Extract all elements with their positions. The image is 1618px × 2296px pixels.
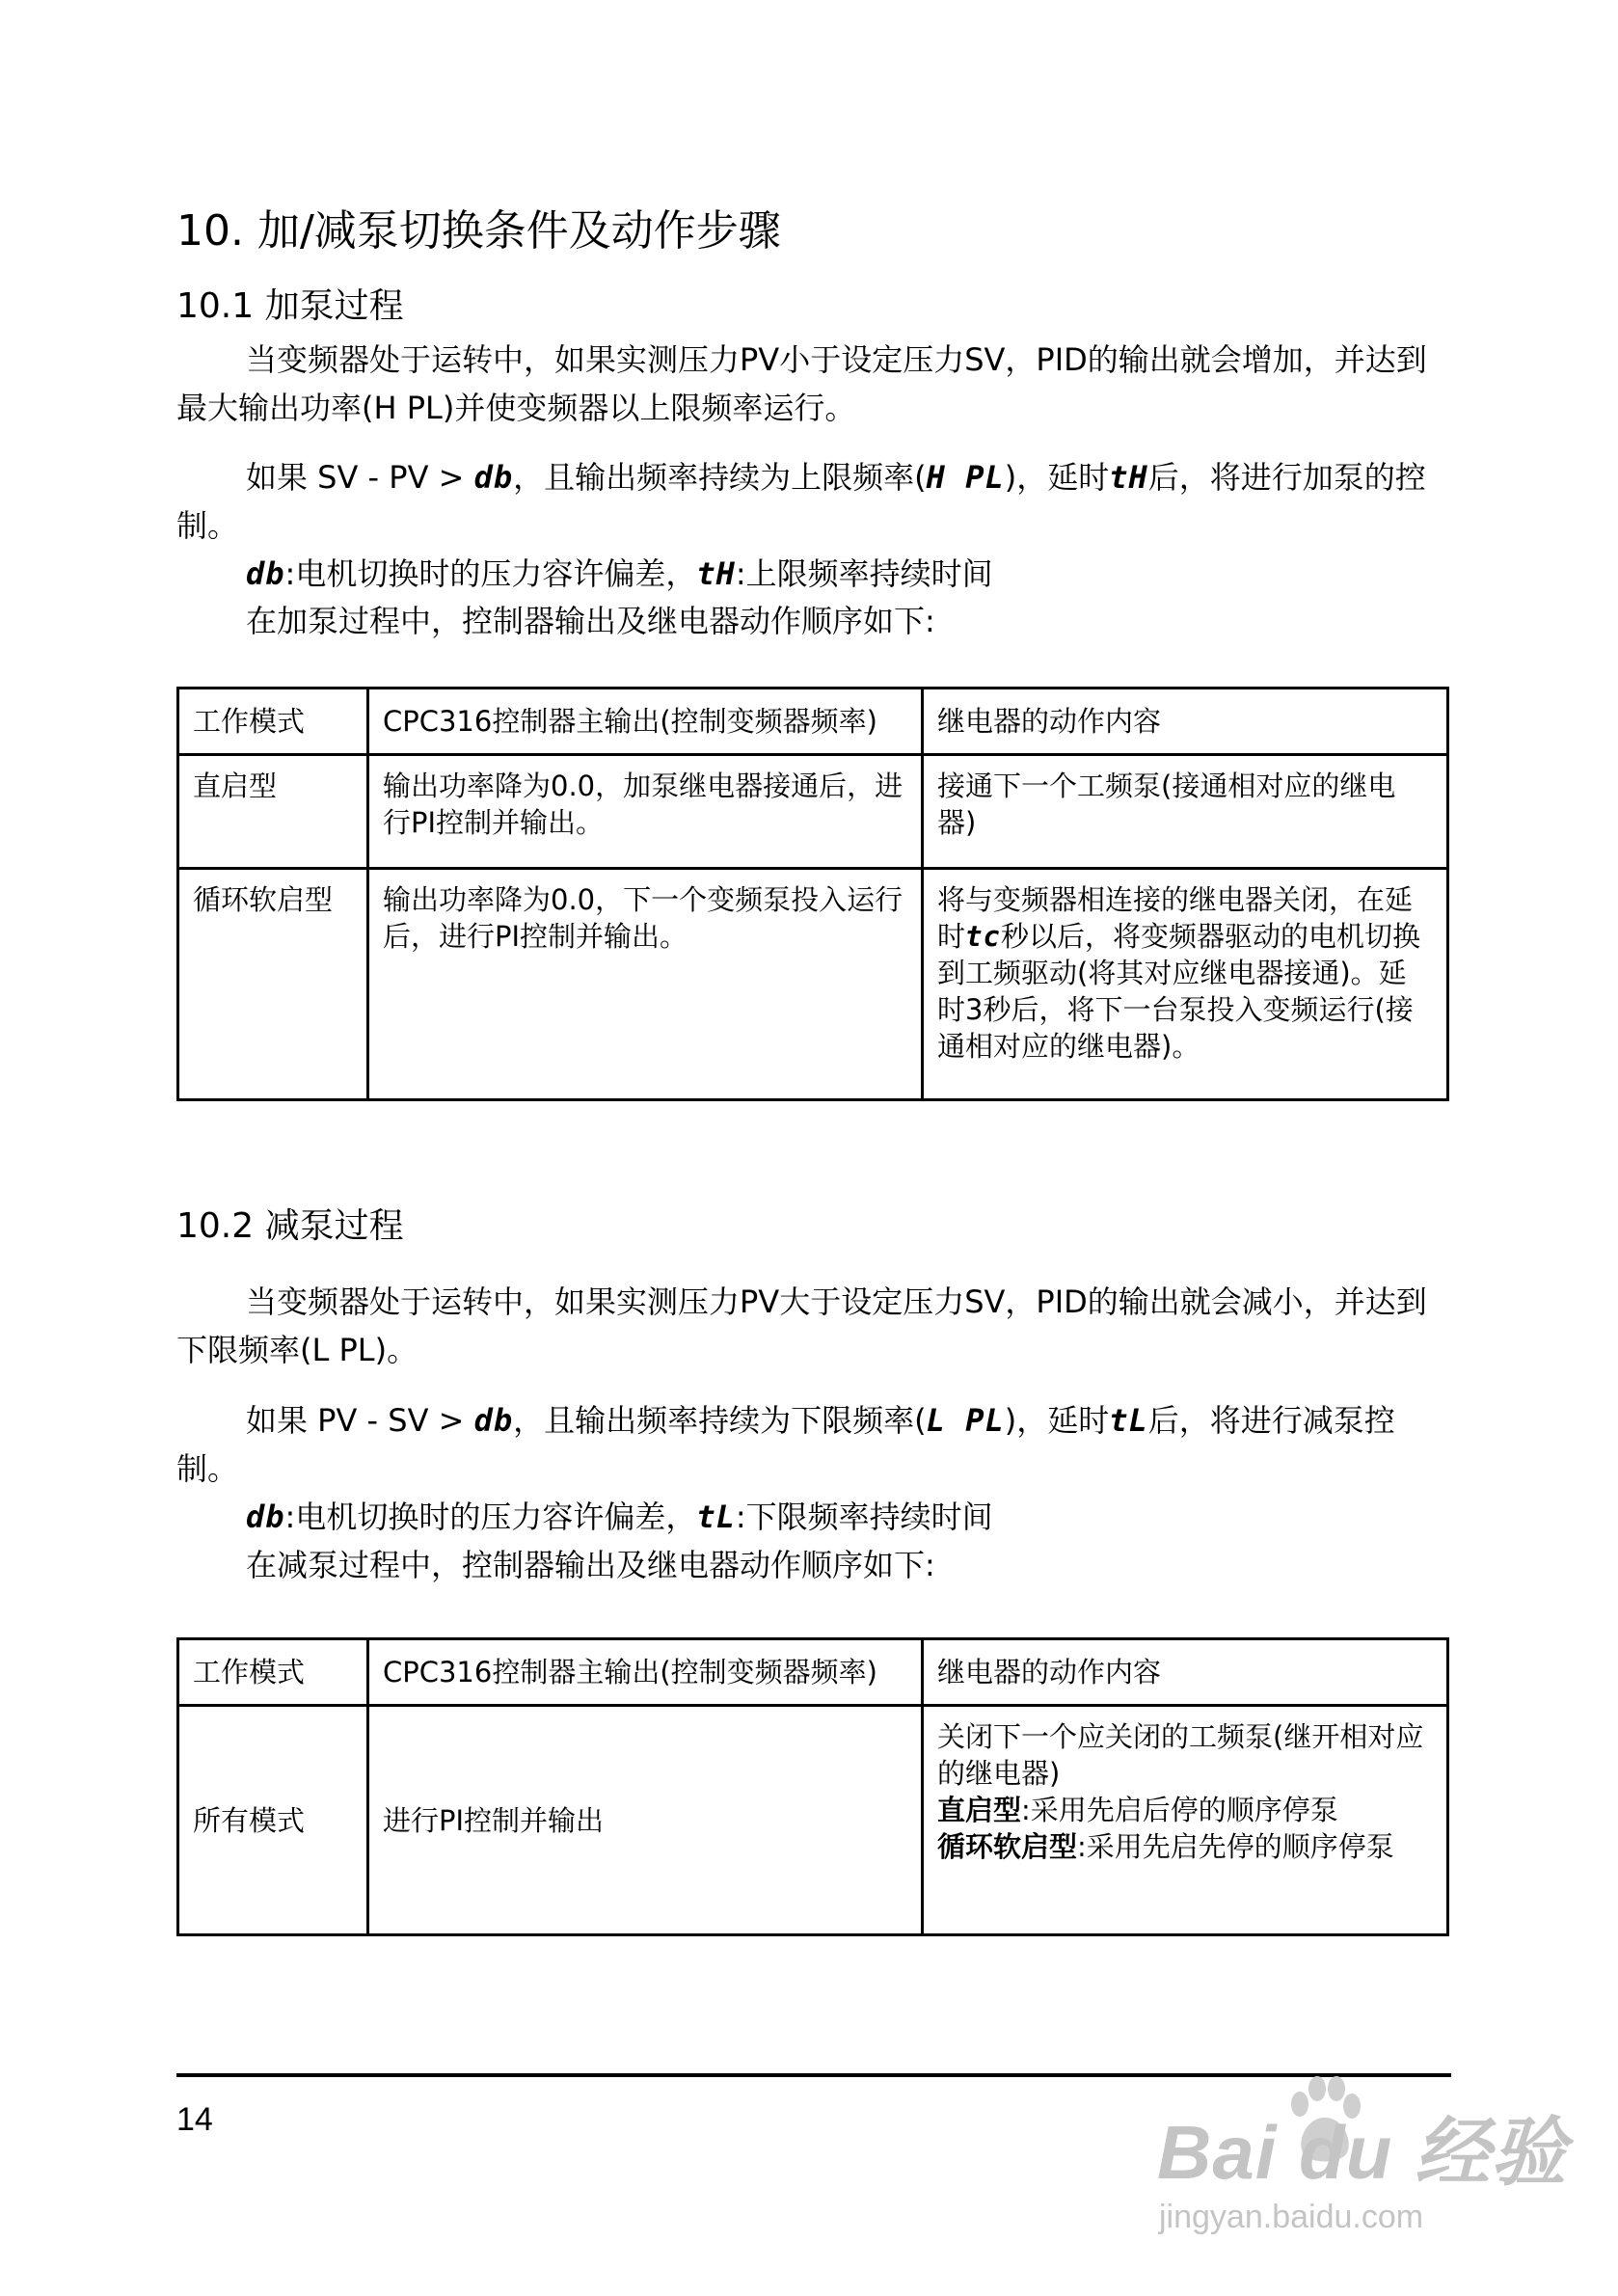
add-pump-table — [176, 687, 1449, 1101]
table-row — [178, 1706, 1448, 1935]
condition-text: 后，将进行加泵的控制。 — [176, 459, 1426, 544]
cell-mode: 所有模式 — [178, 1706, 368, 1935]
note-text: :上限频率持续时间 — [735, 555, 993, 592]
db-symbol: db — [246, 1499, 285, 1535]
lpl-symbol: L PL — [926, 1402, 1005, 1439]
section-10-2-paragraph-2 — [176, 1396, 1449, 1493]
paragraph-text: 当变频器处于运转中，如果实测压力PV小于设定压力SV，PID的输出就会增加，并达到最大输出功率(H PL)并使变频器以上限频率运行。 — [176, 341, 1427, 426]
mode-label-direct: 直启型 — [937, 1794, 1022, 1826]
tl-symbol: tL — [696, 1499, 736, 1535]
note-text: :下限频率持续时间 — [735, 1499, 993, 1535]
section-10-1-paragraph-1 — [176, 336, 1449, 432]
db-symbol: db — [473, 1402, 514, 1439]
relay-text: 将与变频器相连接的继电器关闭，在延时 — [937, 883, 1414, 953]
condition-text: )，延时 — [1004, 1402, 1110, 1439]
header-mode: 工作模式 — [178, 689, 368, 755]
section-10-2-note — [246, 1495, 993, 1539]
table-header-row — [178, 689, 1448, 755]
section-10-1-note — [246, 552, 993, 596]
remove-pump-table — [176, 1637, 1449, 1936]
th-symbol: tH — [696, 555, 736, 592]
header-output: CPC316控制器主输出(控制变频器频率) — [368, 689, 923, 755]
section-10-1-paragraph-2 — [176, 453, 1449, 550]
header-relay: 继电器的动作内容 — [923, 689, 1448, 755]
condition-text: ，且输出频率持续为下限频率( — [513, 1402, 927, 1439]
cell-mode: 直启型 — [178, 755, 368, 869]
page-number: 14 — [176, 2101, 213, 2138]
relay-text: :采用先启后停的顺序停泵 — [1021, 1794, 1338, 1826]
tl-symbol: tL — [1109, 1402, 1148, 1439]
baidu-watermark — [1147, 2064, 1568, 2266]
condition-text: ，且输出频率持续为上限频率( — [513, 459, 927, 496]
section-10-title: 10. 加/减泵切换条件及动作步骤 — [176, 206, 781, 256]
relay-line-1: 关闭下一个应关闭的工频泵(继开相对应的继电器) — [937, 1720, 1424, 1790]
cell-output: 进行PI控制并输出 — [368, 1706, 923, 1935]
cell-relay — [923, 869, 1448, 1100]
header-mode: 工作模式 — [178, 1639, 368, 1706]
condition-text: 如果 PV - SV > — [246, 1402, 474, 1439]
table-row — [178, 869, 1448, 1100]
header-output: CPC316控制器主输出(控制变频器频率) — [368, 1639, 923, 1706]
table-header-row — [178, 1639, 1448, 1706]
section-10-2-title: 10.2 减泵过程 — [176, 1206, 404, 1246]
db-symbol: db — [473, 459, 514, 496]
condition-text: )，延时 — [1004, 459, 1110, 496]
mode-label-cyclic: 循环软启型 — [937, 1830, 1078, 1863]
table-row — [178, 755, 1448, 869]
note-text: :电机切换时的压力容许偏差， — [284, 1499, 697, 1535]
section-10-2-paragraph-1 — [176, 1278, 1449, 1374]
tc-symbol: tc — [965, 920, 1001, 953]
condition-text: 后，将进行减泵控制。 — [176, 1402, 1395, 1487]
condition-text: 如果 SV - PV > — [246, 459, 474, 496]
note-text: :电机切换时的压力容许偏差， — [284, 555, 697, 592]
hpl-symbol: H PL — [926, 459, 1005, 496]
cell-mode: 循环软启型 — [178, 869, 368, 1100]
relay-line-2 — [937, 1792, 1433, 1828]
relay-text: :采用先启先停的顺序停泵 — [1077, 1830, 1394, 1863]
header-relay: 继电器的动作内容 — [923, 1639, 1448, 1706]
section-10-1-intro: 在加泵过程中，控制器输出及继电器动作顺序如下: — [246, 603, 935, 639]
relay-text: 秒以后，将变频器驱动的电机切换到工频驱动(将其对应继电器接通)。延时3秒后，将下一台泵投入变频运行(接通相对应的继电器)。 — [937, 920, 1420, 1063]
cell-relay: 接通下一个工频泵(接通相对应的继电器) — [923, 755, 1448, 869]
cell-output: 输出功率降为0.0，下一个变频泵投入运行后，进行PI控制并输出。 — [368, 869, 923, 1100]
watermark-url: jingyan.baidu.com — [1159, 2199, 1424, 2235]
relay-line-3 — [937, 1828, 1433, 1865]
th-symbol: tH — [1109, 459, 1148, 496]
db-symbol: db — [246, 555, 285, 592]
section-10-2-intro: 在减泵过程中，控制器输出及继电器动作顺序如下: — [246, 1547, 935, 1583]
paragraph-text: 当变频器处于运转中，如果实测压力PV大于设定压力SV，PID的输出就会减小，并达到下限频率(L PL)。 — [176, 1283, 1427, 1368]
watermark-logo: Bai du 经验 — [1157, 2110, 1568, 2195]
cell-relay — [923, 1706, 1448, 1935]
cell-output: 输出功率降为0.0，加泵继电器接通后，进行PI控制并输出。 — [368, 755, 923, 869]
section-10-1-title: 10.1 加泵过程 — [176, 286, 404, 326]
